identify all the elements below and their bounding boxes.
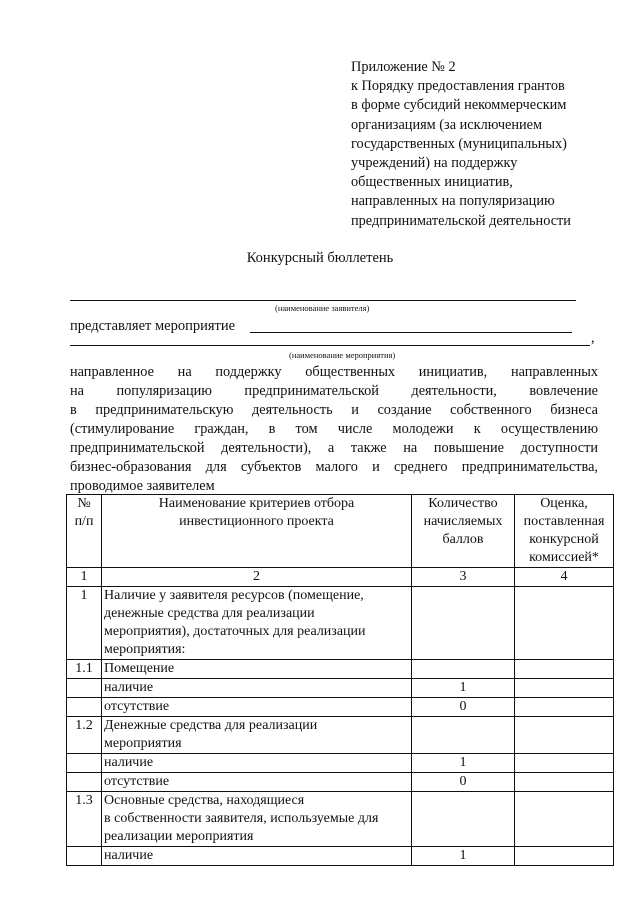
- header-text: конкурсной: [529, 532, 599, 547]
- header-criteria-name: [102, 495, 412, 568]
- row-number: [67, 773, 102, 792]
- criteria-table: [66, 494, 614, 866]
- row-criteria-name: [102, 717, 412, 754]
- row-number: [67, 847, 102, 866]
- criteria-text: Денежные средства для реализации: [104, 718, 318, 733]
- header-text: Наименование критериев отбора: [158, 496, 355, 511]
- row-points: [412, 587, 515, 660]
- paragraph-line: на популяризацию предпринимательской деятельности, вовлечение: [70, 383, 598, 399]
- row-criteria-name: [102, 679, 412, 698]
- header-text: Оценка,: [540, 496, 588, 511]
- row-score: [515, 660, 614, 679]
- row-points: 0: [412, 698, 515, 717]
- header-text: комиссией*: [529, 550, 599, 565]
- index-cell: 3: [412, 568, 515, 587]
- header-text: инвестиционного проекта: [179, 514, 334, 529]
- table-row: [67, 773, 614, 792]
- header-text: поставленная: [523, 514, 605, 529]
- appendix-line: в форме субсидий некоммерческим: [351, 97, 567, 114]
- criteria-text: Наличие у заявителя ресурсов (помещение,: [104, 588, 364, 603]
- criteria-text: наличие: [104, 755, 154, 770]
- header-text: Количество: [428, 496, 498, 511]
- description-paragraph: [70, 363, 598, 496]
- criteria-text: Помещение: [104, 661, 175, 676]
- presents-label: представляет мероприятие: [70, 318, 236, 334]
- appendix-line: к Порядку предоставления грантов: [351, 78, 565, 95]
- row-criteria-name: [102, 754, 412, 773]
- event-name-line-1: [250, 332, 572, 333]
- index-cell: 4: [515, 568, 614, 587]
- header-text: №: [77, 496, 91, 511]
- document-title: Конкурсный бюллетень: [246, 250, 394, 266]
- row-points: 1: [412, 679, 515, 698]
- appendix-line: предпринимательской деятельности: [351, 212, 571, 229]
- row-score: [515, 717, 614, 754]
- table-row: [67, 679, 614, 698]
- table-index-row: [67, 568, 614, 587]
- row-number: [67, 754, 102, 773]
- paragraph-line: (стимулирование граждан, в том числе молодежи к осуществлению: [70, 421, 598, 437]
- applicant-name-line: [70, 300, 576, 301]
- row-score: [515, 792, 614, 847]
- applicant-caption: (наименование заявителя): [275, 303, 370, 313]
- paragraph-line: в предпринимательскую деятельность и создание собственного бизнеса: [70, 402, 598, 418]
- row-score: [515, 773, 614, 792]
- table-row: [67, 698, 614, 717]
- appendix-line: Приложение № 2: [351, 59, 456, 75]
- header-score: [515, 495, 614, 568]
- paragraph-line: предпринимательской деятельности), а также на повышение доступности: [70, 440, 598, 456]
- criteria-text: реализации мероприятия: [104, 829, 254, 844]
- table-row: [67, 587, 614, 660]
- event-name-line-2: [70, 345, 590, 346]
- criteria-text: мероприятия: [104, 736, 182, 751]
- row-number: [67, 679, 102, 698]
- row-score: [515, 847, 614, 866]
- row-number: 1.2: [67, 717, 102, 754]
- row-score: [515, 698, 614, 717]
- row-score: [515, 679, 614, 698]
- row-points: [412, 717, 515, 754]
- header-text: начисляемых: [423, 514, 503, 529]
- index-cell: 2: [102, 568, 412, 587]
- criteria-text: наличие: [104, 848, 154, 863]
- comma: ,: [591, 330, 595, 346]
- row-number: [67, 698, 102, 717]
- table-row: [67, 847, 614, 866]
- row-criteria-name: [102, 847, 412, 866]
- table-body: [67, 587, 614, 866]
- header-num: [67, 495, 102, 568]
- row-score: [515, 587, 614, 660]
- table-row: [67, 717, 614, 754]
- row-points: 1: [412, 754, 515, 773]
- criteria-text: мероприятия), достаточных для реализации: [104, 624, 366, 639]
- event-caption: (наименование мероприятия): [289, 350, 396, 360]
- criteria-text: наличие: [104, 680, 154, 695]
- row-points: [412, 792, 515, 847]
- header-text: баллов: [442, 532, 484, 547]
- criteria-text: отсутствие: [104, 699, 170, 714]
- index-cell: 1: [67, 568, 102, 587]
- criteria-text: Основные средства, находящиеся: [104, 793, 305, 808]
- appendix-line: направленных на популяризацию: [351, 193, 555, 210]
- row-criteria-name: [102, 792, 412, 847]
- appendix-line: учреждений) на поддержку: [351, 155, 518, 172]
- paragraph-line: направленное на поддержку общественных инициатив, направленных: [70, 364, 598, 380]
- criteria-text: мероприятия:: [104, 642, 186, 657]
- appendix-line: общественных инициатив,: [351, 174, 513, 191]
- row-criteria-name: [102, 773, 412, 792]
- row-criteria-name: [102, 587, 412, 660]
- row-points: [412, 660, 515, 679]
- row-points: 1: [412, 847, 515, 866]
- row-criteria-name: [102, 698, 412, 717]
- table-header-row: [67, 495, 614, 568]
- table-row: [67, 660, 614, 679]
- row-criteria-name: [102, 660, 412, 679]
- criteria-text: денежные средства для реализации: [104, 606, 315, 621]
- paragraph-line: бизнес-образования для субъектов малого и среднего предпринимательства,: [70, 459, 598, 475]
- row-number: 1.3: [67, 792, 102, 847]
- header-points: [412, 495, 515, 568]
- row-score: [515, 754, 614, 773]
- table-row: [67, 754, 614, 773]
- row-number: 1.1: [67, 660, 102, 679]
- appendix-line: государственных (муниципальных): [351, 135, 567, 152]
- row-points: 0: [412, 773, 515, 792]
- row-number: 1: [67, 587, 102, 660]
- appendix-header: [351, 58, 611, 231]
- appendix-line: организациям (за исключением: [351, 116, 543, 133]
- header-text: п/п: [74, 514, 94, 529]
- paragraph-line: проводимое заявителем: [70, 478, 215, 494]
- table-row: [67, 792, 614, 847]
- criteria-text: в собственности заявителя, используемые для: [104, 811, 379, 826]
- criteria-text: отсутствие: [104, 774, 170, 789]
